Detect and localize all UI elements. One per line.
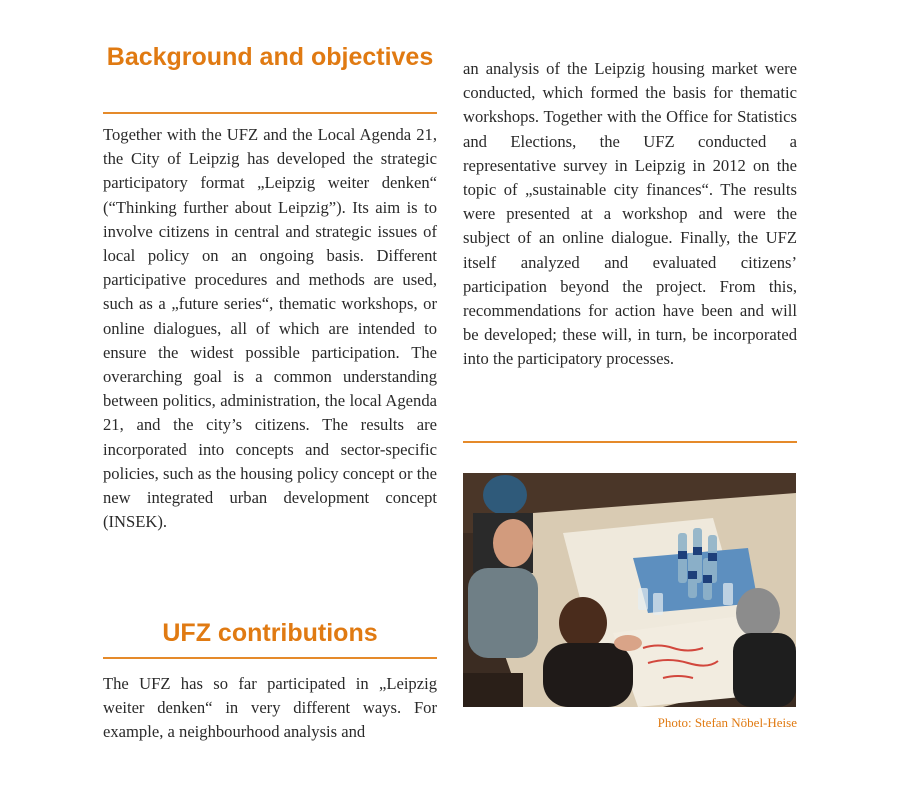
photo-caption: Photo: Stefan Nöbel-Heise [657,715,797,730]
divider [103,112,437,114]
divider [463,441,797,443]
background-paragraph: Together with the UFZ and the Local Agenda 21, the City of Leipzig has developed the strategic participatory format „Leipzig weiter denken“ (“Thinking further about Leipzig”). Its aim is to involve citizens in central and strategic issues of local policy on an ongoing basis. Different participative procedures and methods are used, such as a „future series“, thematic workshops, or online dialogues, all of which are intended to ensure the widest possible participation. The overarching goal is a common understanding between politics, administration, the local Agenda 21, and the city’s citizens. The results are incorporated into concepts and sector-specific policies, such as the housing policy concept or the new integrated urban development concept (INSEK). [103,125,437,532]
contributions-paragraph: The UFZ has so far participated in „Leipzig weiter denken“ in very different ways. For example, a neighbourhood analysis and [103,674,437,742]
workshop-photo-illustration [463,473,796,707]
divider [103,657,437,659]
workshop-photo [463,473,796,707]
heading-background-objectives: Background and objectives [106,43,434,71]
contributions-continued-paragraph: an analysis of the Leipzig housing market were conducted, which formed the basis for thematic workshops. Together with the Office for Statistics and Elections, the UFZ conducted a representative survey in Leipzig in 2012 on the topic of „sustainable city finances“. The results were presented at a workshop and were the subject of an online dialogue. Finally, the UFZ itself analyzed and evaluated citizens’ participation beyond the project. From this, recommendations for action have been and will be developed; these will, in turn, be incorporated into the participatory processes. [463,59,797,369]
heading-ufz-contributions: UFZ contributions [162,619,378,647]
